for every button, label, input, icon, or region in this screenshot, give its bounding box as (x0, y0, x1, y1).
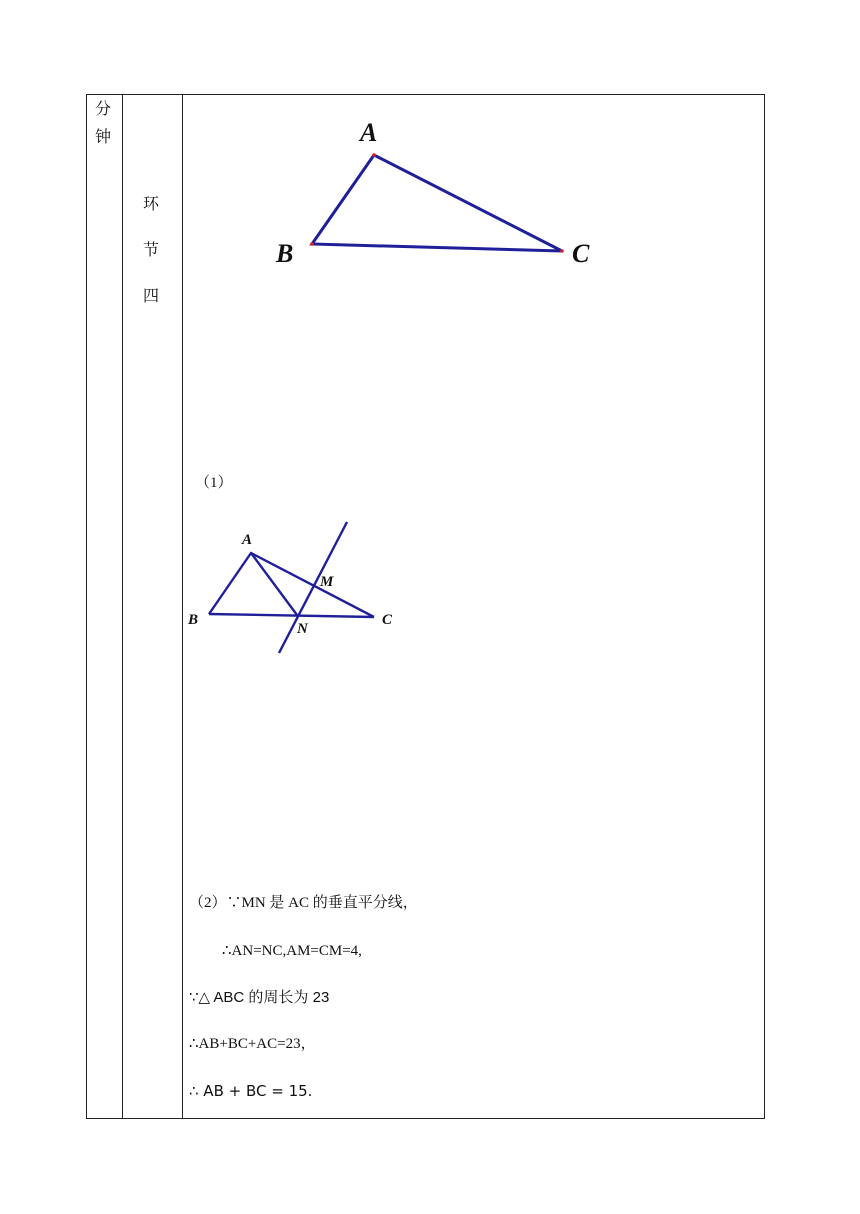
vertex-b-dot (310, 242, 314, 246)
column-divider-1 (122, 94, 123, 1119)
stage-column-text (143, 195, 163, 333)
solution-line-1: （2）∵MN 是 AC 的垂直平分线， (189, 895, 418, 911)
part1-label: （1） (195, 475, 233, 491)
point-m-label: M (320, 574, 334, 590)
vertex-b-label: B (276, 239, 294, 268)
point-b-label: B (188, 612, 199, 628)
point-a-label: A (242, 532, 253, 548)
time-char: 钟 (95, 129, 112, 146)
segment-an (251, 553, 297, 615)
vertex-c-label: C (572, 239, 590, 268)
stage-char: 环 (143, 196, 160, 213)
stage-char: 节 (143, 242, 160, 259)
stage-char: 四 (143, 288, 160, 305)
triangle-abc (312, 155, 562, 251)
point-n-label: N (297, 621, 308, 637)
solution-line-2: ∴AN=NC,AM=CM=4, (222, 943, 362, 959)
vertex-a-label: A (360, 118, 378, 147)
vertex-a-dot (372, 153, 376, 157)
time-char: 分 (95, 101, 112, 118)
solution-line-4: ∴AB+BC+AC=23， (189, 1036, 316, 1052)
side-bc (209, 614, 374, 617)
solution-line-3: ∵△ ABC 的周长为 23 (189, 989, 330, 1006)
perpendicular-bisector-figure (180, 515, 410, 665)
triangle-abc-figure (270, 113, 610, 273)
point-c-label: C (382, 612, 393, 628)
time-column-text (95, 100, 115, 156)
vertex-c-dot (560, 249, 564, 253)
bisector-mn (279, 522, 347, 653)
solution-line-5: ∴ AB + BC = 15. (189, 1082, 313, 1100)
